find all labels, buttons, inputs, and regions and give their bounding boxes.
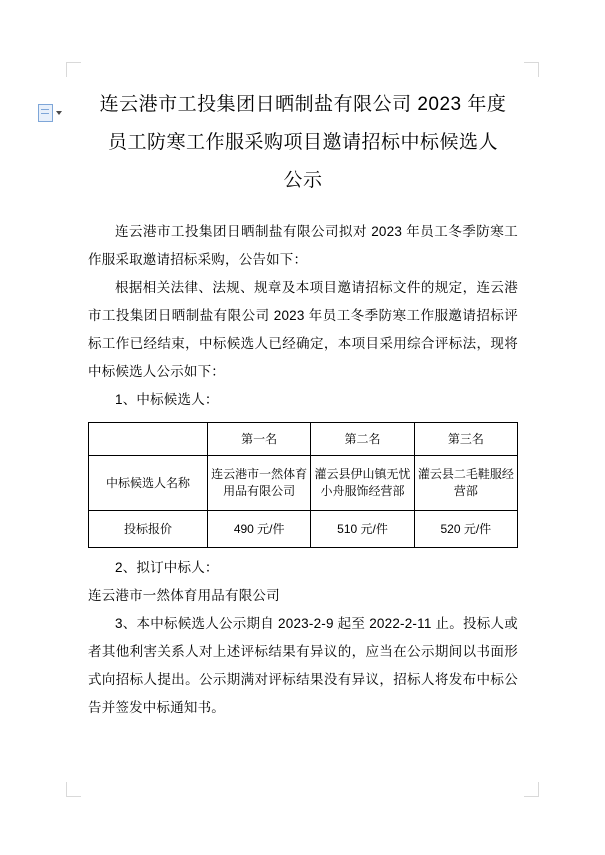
table-cell-price-1: 490 元/件 [208, 511, 311, 548]
table-cell-name-1: 连云港市一然体育用品有限公司 [208, 456, 311, 511]
table-row-header [89, 423, 518, 456]
document-icon[interactable] [38, 104, 62, 122]
page-title-line-1: 连云港市工投集团日晒制盐有限公司 2023 年度 [99, 94, 507, 115]
bid-candidates-table [88, 422, 518, 548]
document-content [88, 86, 518, 722]
table-row-label-price: 投标报价 [89, 511, 208, 548]
paragraph-winner-name: 连云港市一然体育用品有限公司 [88, 588, 280, 603]
paragraph-intro: 连云港市工投集团日晒制盐有限公司拟对 2023 年员工冬季防寒工作服采取邀请招标采购，公告如下： [88, 224, 518, 267]
table-header-rank-3: 第三名 [414, 423, 517, 456]
page-title-line-2: 员工防寒工作服采购项目邀请招标中标候选人 [107, 132, 498, 153]
page-title-line-3: 公示 [283, 170, 323, 191]
crop-mark-bottom-right [524, 782, 539, 797]
crop-mark-bottom-left [66, 782, 81, 797]
page-title [88, 86, 518, 200]
table-cell-price-3: 520 元/件 [414, 511, 517, 548]
table-header-blank [89, 423, 208, 456]
paragraph-basis: 根据相关法律、法规、规章及本项目邀请招标文件的规定，连云港市工投集团日晒制盐有限公司 2023 年员工冬季防寒工作服邀请招标评标工作已经结束，中标候选人已经确定，本项目采用综合评标法，现将中标候选人公示如下： [88, 280, 518, 379]
paragraph-item-1: 1、中标候选人： [115, 392, 219, 407]
table-cell-name-3: 灌云县二毛鞋服经营部 [414, 456, 517, 511]
table-header-rank-2: 第二名 [311, 423, 414, 456]
spacer [88, 204, 518, 218]
chevron-down-icon[interactable] [56, 111, 62, 115]
document-sheet-icon [38, 104, 53, 122]
table-cell-name-2: 灌云县伊山镇无忧小舟服饰经营部 [311, 456, 414, 511]
paragraph-item-3: 3、本中标候选人公示期自 2023-2-9 起至 2022-2-11 止。投标人或者其他利害关系人对上述评标结果有异议的，应当在公示期间以书面形式向招标人提出。公示期满对评标结果没有异议，招标人将发布中标公告并签发中标通知书。 [88, 616, 518, 715]
table-row [89, 511, 518, 548]
paragraph-item-2: 2、拟订中标人： [115, 560, 219, 575]
crop-mark-top-right [524, 62, 539, 77]
table-row-label-name: 中标候选人名称 [89, 456, 208, 511]
crop-mark-top-left [66, 62, 81, 77]
table-cell-price-2: 510 元/件 [311, 511, 414, 548]
table-header-rank-1: 第一名 [208, 423, 311, 456]
table-row [89, 456, 518, 511]
